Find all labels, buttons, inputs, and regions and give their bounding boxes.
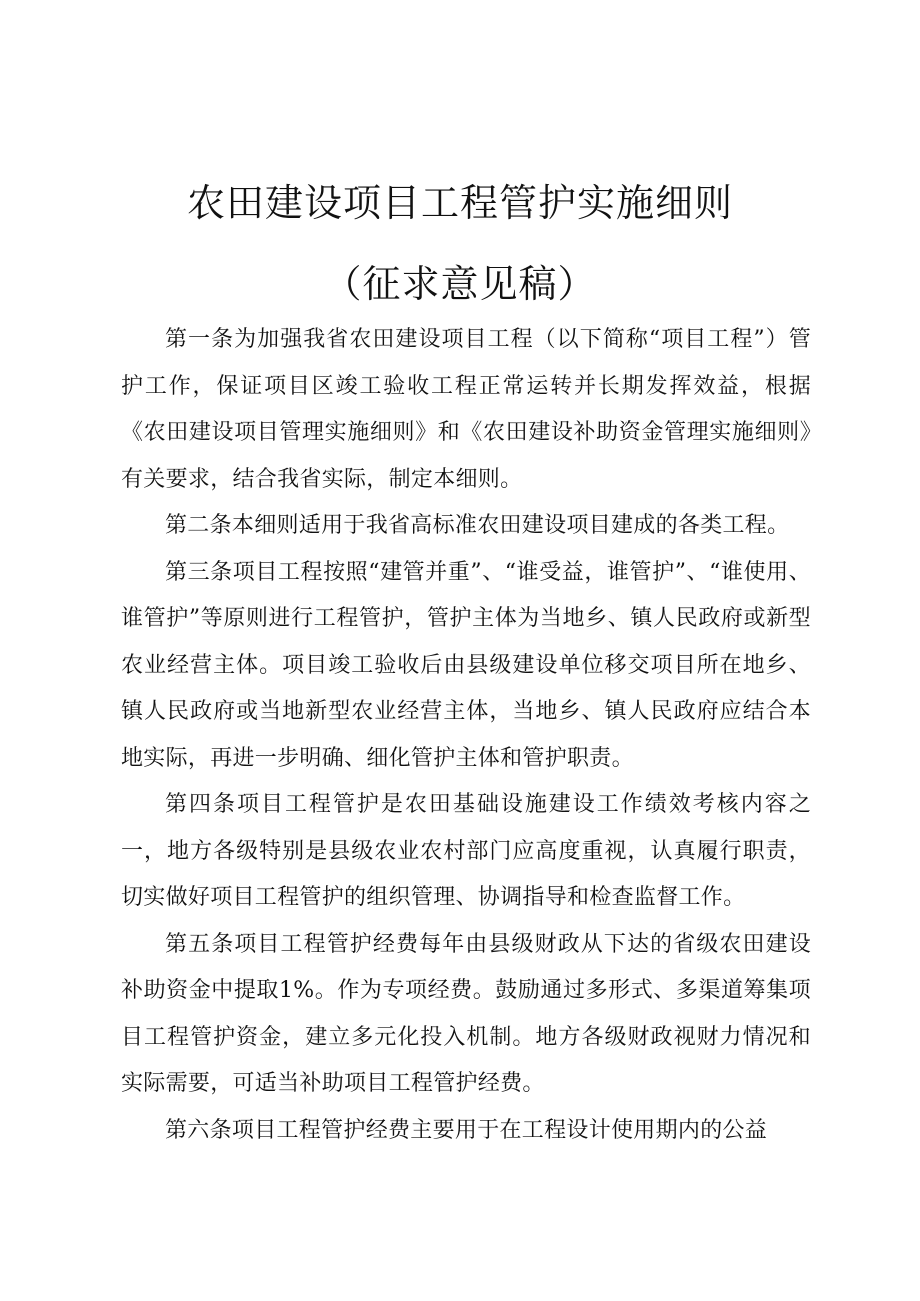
- article-6: 第六条项目工程管护经费主要用于在工程设计使用期内的公益: [165, 1117, 768, 1143]
- article-3: 第三条项目工程按照“建管并重”、“谁受益，谁管护”、“谁使用、谁管护”等原则进行工程管护，管护主体为当地乡、镇人民政府或新型农业经营主体。项目竣工验收后由县级建设单位移交项目所在地乡、镇人民政府或当地新型农业经营主体，当地乡、镇人民政府应结合本地实际，再进一步明确、细化管护主体和管护职责。: [121, 559, 811, 771]
- document-body: [121, 317, 811, 1154]
- article-4: 第四条项目工程管护是农田基础设施建设工作绩效考核内容之一，地方各级特别是县级农业农村部门应高度重视，认真履行职责，切实做好项目工程管护的组织管理、协调指导和检查监督工作。: [121, 792, 811, 910]
- document-title: 农田建设项目工程管护实施细则: [186, 181, 733, 225]
- article-2: 第二条本细则适用于我省高标准农田建设项目建成的各类工程。: [165, 513, 790, 538]
- document-subtitle: （征求意见稿）: [323, 262, 597, 306]
- article-5: 第五条项目工程管护经费每年由县级财政从下达的省级农田建设补助资金中提取1%。作为专项经费。鼓励通过多形式、多渠道筹集项目工程管护资金，建立多元化投入机制。地方各级财政视财力情况和实际需要，可适当补助项目工程管护经费。: [121, 931, 811, 1096]
- article-1: 第一条为加强我省农田建设项目工程（以下简称“项目工程”）管护工作，保证项目区竣工验收工程正常运转并长期发挥效益，根据《农田建设项目管理实施细则》和《农田建设补助资金管理实施细则》有关要求，结合我省实际，制定本细则。: [121, 327, 811, 492]
